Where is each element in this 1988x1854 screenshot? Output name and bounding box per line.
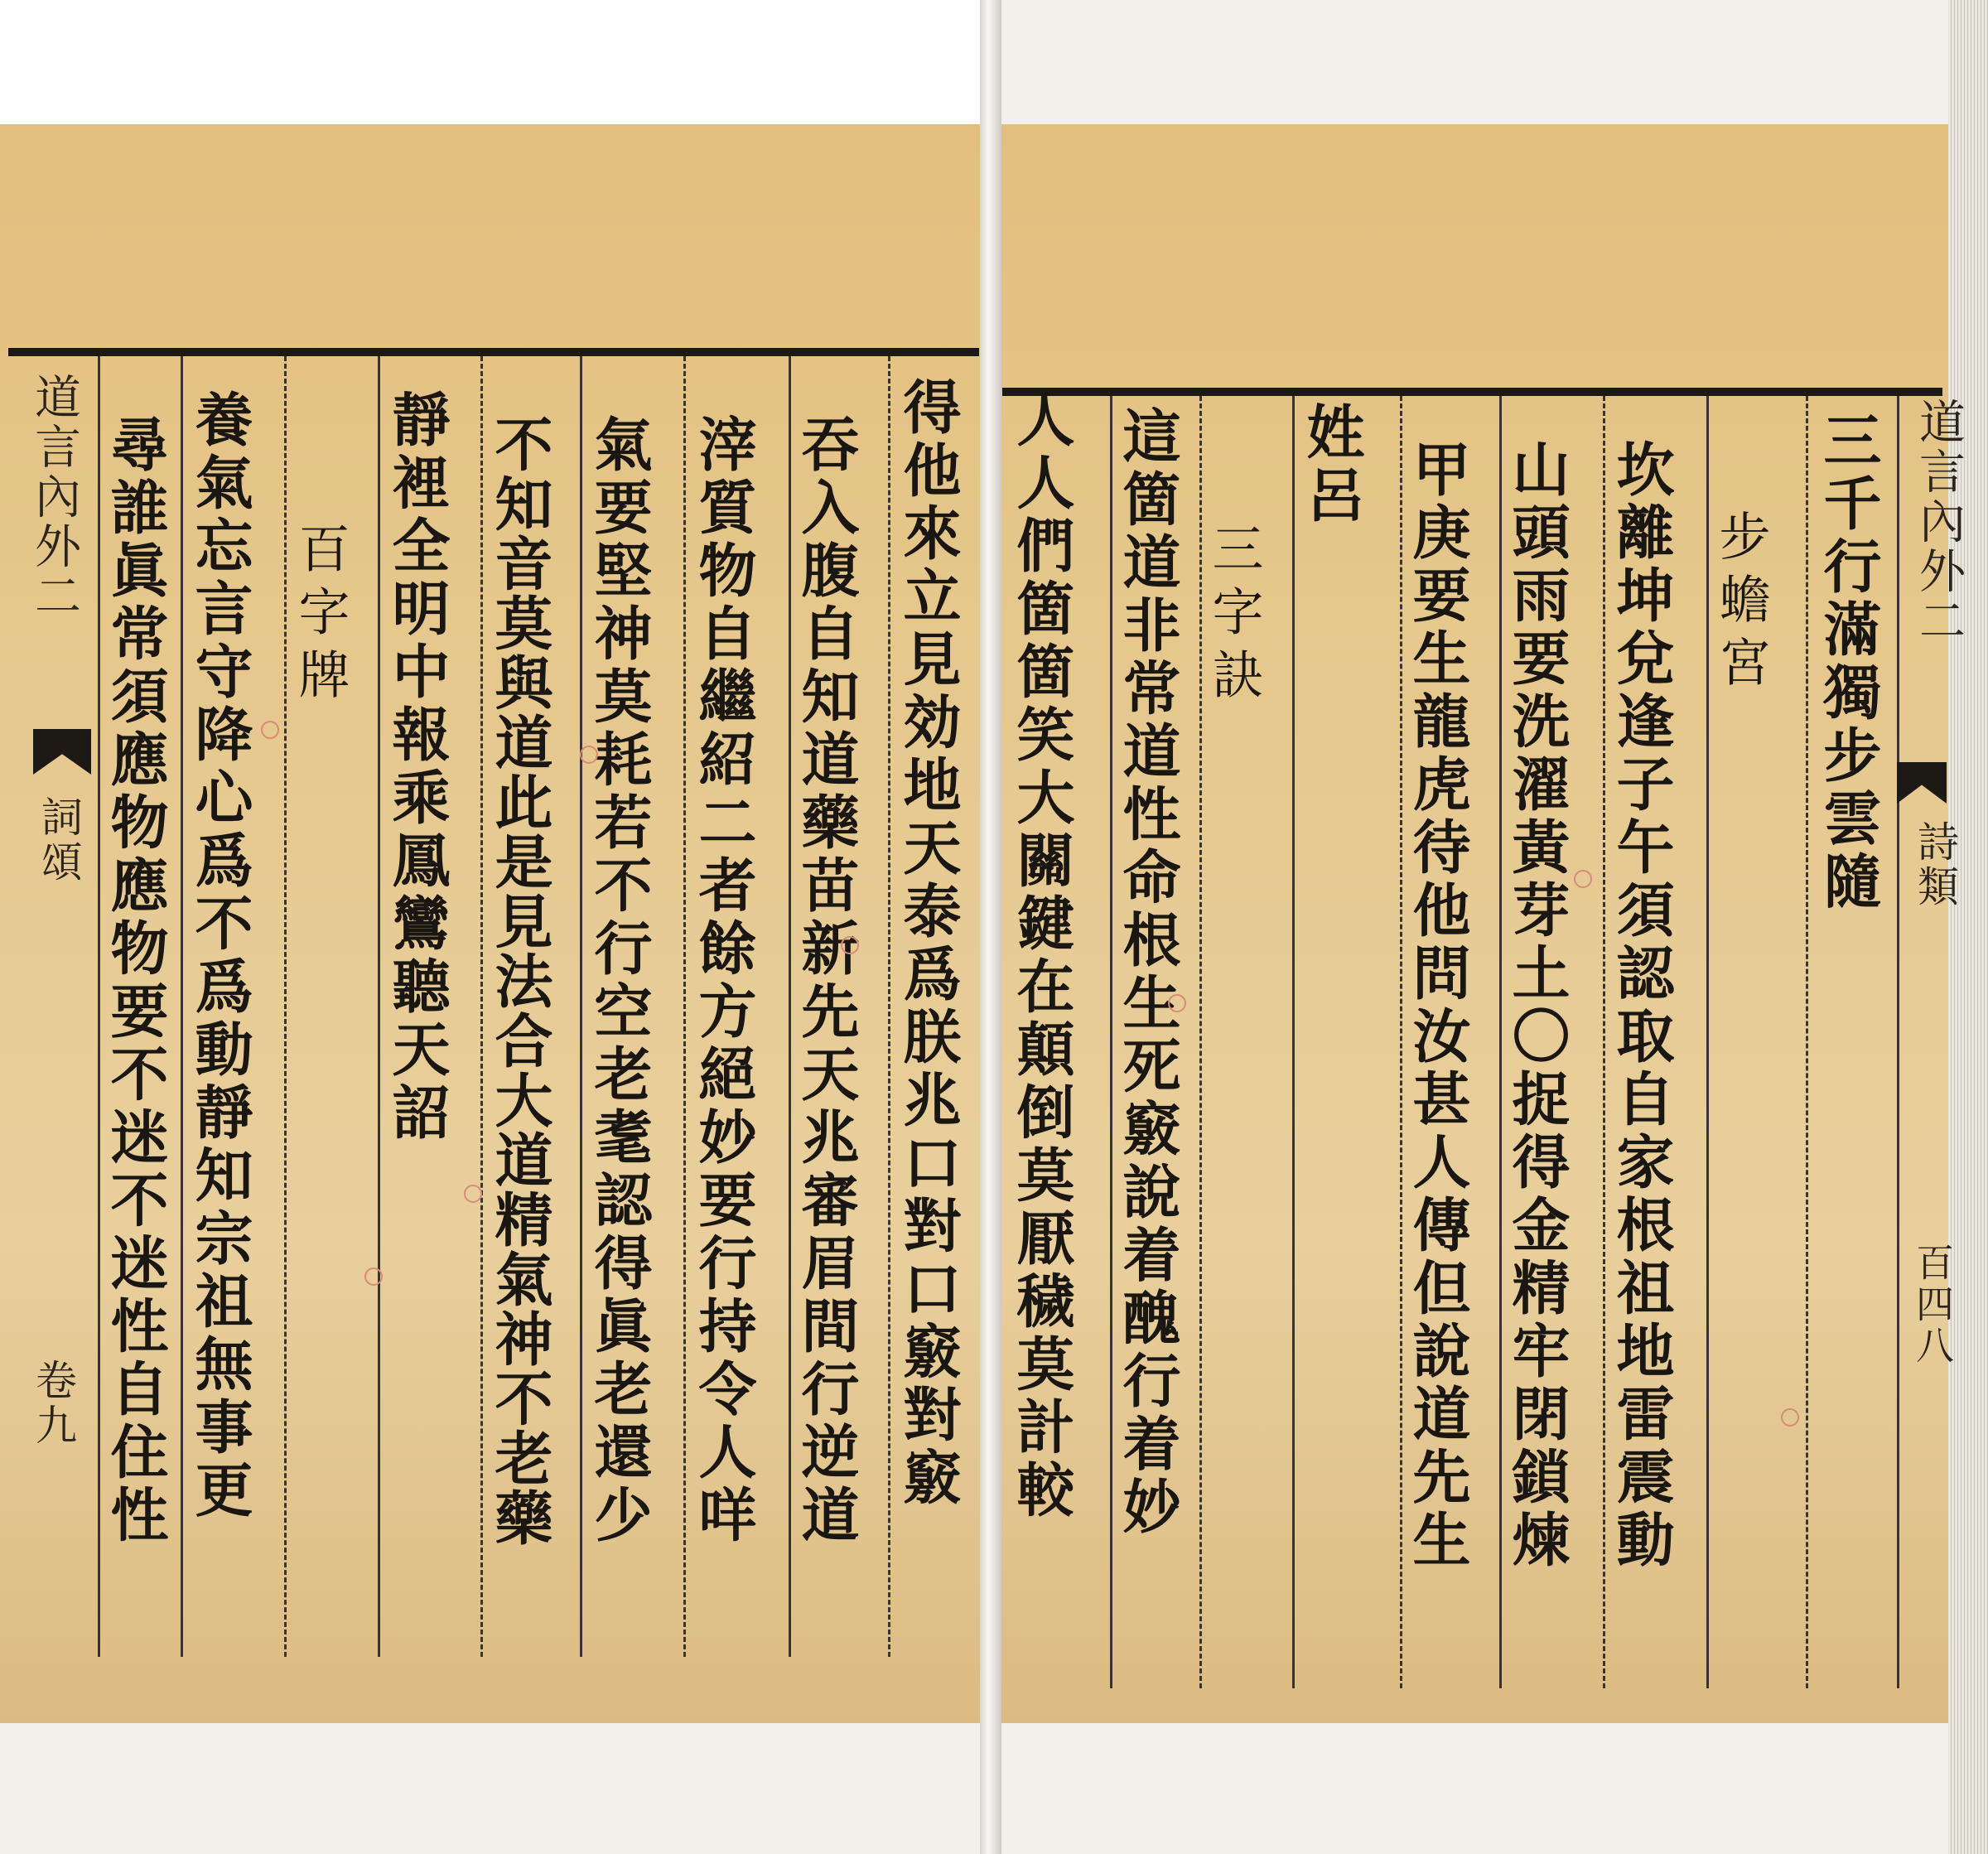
punctuation-mark <box>261 721 279 739</box>
text-column: 這箇道非常道性命根生死竅說着醜行着妙 <box>1113 406 1182 1539</box>
section-heading: 步蟾宮 <box>1711 509 1771 698</box>
section-heading: 百字牌 <box>290 522 350 711</box>
right-margin-section: 詩類 <box>1911 820 1959 910</box>
punctuation-mark <box>841 936 859 954</box>
left-frame-top <box>8 348 979 356</box>
text-column: 人人們箇箇笑大關鍵在顛倒莫厭穢莫計較 <box>1007 389 1076 1523</box>
punctuation-mark <box>580 746 598 764</box>
punctuation-mark <box>1168 994 1186 1012</box>
right-rule <box>1806 396 1808 1688</box>
right-rule <box>1706 396 1709 1688</box>
right-outer-rule <box>1897 396 1899 1688</box>
text-column: 坎離坤兌逢子午須認取自家根祖地雷震動 <box>1607 439 1676 1572</box>
left-rule <box>284 356 287 1657</box>
punctuation-mark <box>464 1185 482 1203</box>
left-margin-page: 卷九 <box>29 1359 77 1448</box>
right-rule <box>1400 396 1402 1688</box>
text-column: 三千行滿獨步雲隨 <box>1814 410 1883 914</box>
page-edges <box>1948 0 1988 1854</box>
text-column: 尋誰眞常須應物應物要不迷不迷性自住性 <box>101 414 170 1547</box>
left-rule <box>480 356 483 1657</box>
left-margin-section: 詞頌 <box>35 795 83 885</box>
punctuation-mark <box>1781 1408 1799 1427</box>
text-column: 不知音莫與道此是見法合大道精氣神不老藥 <box>485 414 554 1547</box>
left-rule <box>378 356 380 1657</box>
punctuation-mark <box>1574 870 1592 888</box>
left-outer-rule <box>98 356 100 1657</box>
text-column: 得他來立見効地天泰爲朕兆口對口竅對竅 <box>894 377 963 1510</box>
text-column: 氣要堅神莫耗若不行空老耄認得眞老還少 <box>585 414 654 1547</box>
left-margin-title: 道言內外二 <box>27 373 81 621</box>
text-column: 吞入腹自知道藥苗新先天兆審眉間行逆道 <box>792 414 861 1547</box>
left-rule <box>181 356 183 1657</box>
text-column: 養氣忘言守降心爲不爲動靜知宗祖無事更 <box>186 389 254 1523</box>
book-spine <box>980 0 1001 1854</box>
right-rule <box>1603 396 1605 1688</box>
left-rule <box>580 356 582 1657</box>
right-rule <box>1292 396 1295 1688</box>
left-rule <box>789 356 791 1657</box>
right-rule <box>1499 396 1502 1688</box>
right-rule <box>1199 396 1202 1688</box>
text-column: 甲庚要生龍虎待他問汝甚人傳但說道先生 <box>1403 439 1472 1572</box>
author-line: 姓呂 <box>1297 402 1366 528</box>
left-rule <box>683 356 686 1657</box>
right-margin-title: 道言內外二 <box>1912 398 1966 646</box>
text-column: 靜裡全明中報乘鳳鸞聽天詔 <box>383 389 451 1145</box>
section-heading: 三字訣 <box>1204 522 1264 711</box>
right-margin-page: 百四八 <box>1910 1243 1955 1367</box>
punctuation-mark <box>364 1267 383 1286</box>
text-column: 滓質物自繼紹二者餘方絕妙要行持令人咩 <box>689 414 758 1547</box>
right-rule <box>1110 396 1112 1688</box>
right-frame-top <box>1002 388 1942 396</box>
left-rule <box>888 356 890 1657</box>
text-column: 山頭雨要洗濯黃芽土〇捉得金精牢閉鎖煉 <box>1503 439 1571 1572</box>
